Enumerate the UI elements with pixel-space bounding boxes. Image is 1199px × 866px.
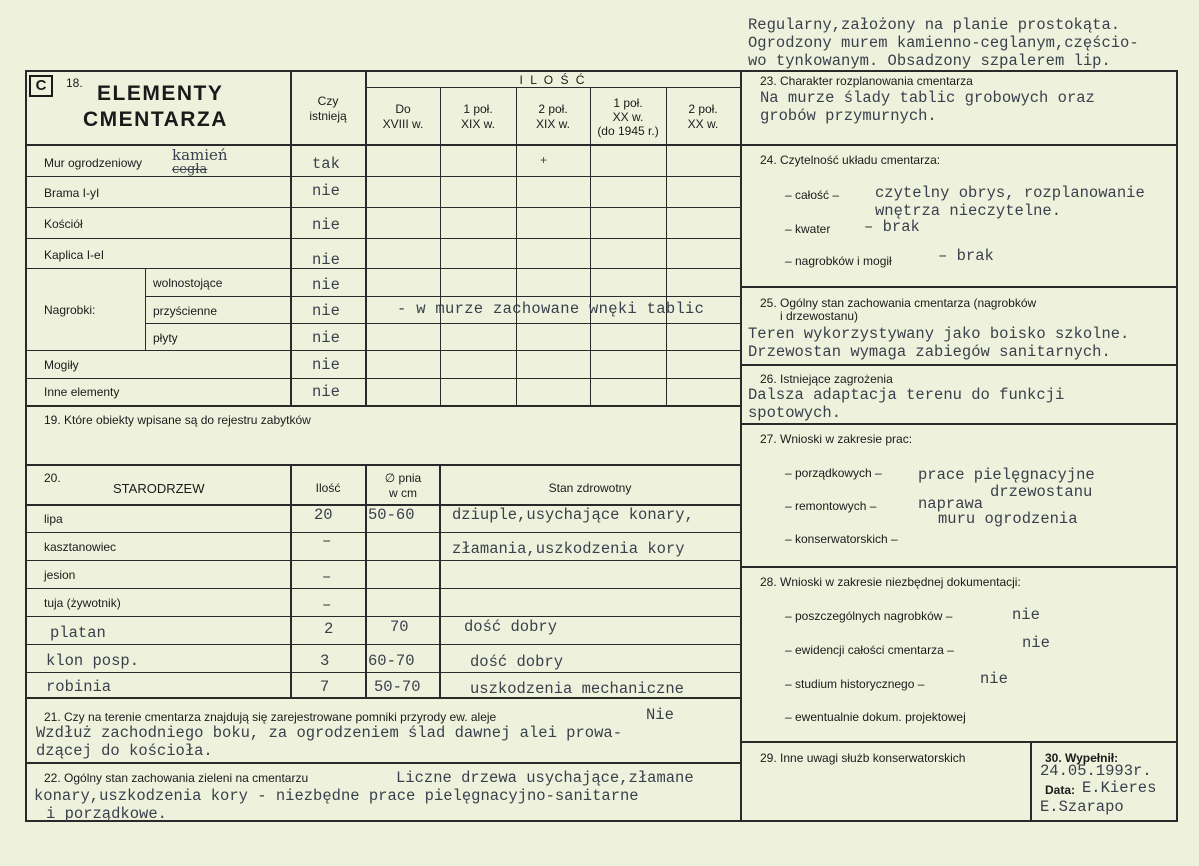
s26-label: 26. Istniejące zagrożenia — [760, 372, 893, 386]
col-2xix-1: 2 poł. — [538, 102, 568, 116]
s20-hline-6 — [25, 672, 740, 673]
col-2xix-2: XIX w. — [535, 117, 570, 131]
row-wolnostojace-exists: nie — [312, 276, 340, 294]
hline-r8 — [25, 378, 740, 379]
tree-qty-5: 2 — [324, 620, 334, 638]
hline-header-bottom — [25, 144, 740, 146]
s28-c-val: nie — [980, 670, 1008, 688]
s24-calosc-val1: czytelny obrys, rozplanowanie — [875, 184, 1145, 202]
s28-a-val: nie — [1012, 606, 1040, 624]
s23-label: 23. Charakter rozplanowania cmentarza — [760, 74, 973, 88]
s27-rem-val2: muru ogrodzenia — [938, 510, 1078, 528]
s25-line1: Teren wykorzystywany jako boisko szkolne. — [748, 325, 1130, 343]
s28-b-val: nie — [1022, 634, 1050, 652]
col-1xx-2: XX w. — [612, 110, 644, 124]
s30-label: 30. Wypełnił: — [1045, 751, 1119, 765]
tree-qty-3: – — [322, 568, 332, 586]
frame-top — [25, 70, 1178, 72]
s20-hline-3 — [25, 588, 740, 589]
hline-r2 — [25, 207, 740, 208]
col-czy-2: istnieją — [309, 109, 347, 123]
s22-line2: konary,uszkodzenia kory - niezbędne prace pielęgnacyjno-sanitarne — [34, 787, 639, 805]
tree-name-2: kasztanowiec — [44, 540, 117, 554]
s30-name1: E.Kieres — [1082, 779, 1157, 797]
s27-porz-val: prace pielęgnacyjne — [918, 466, 1095, 484]
s29-label: 29. Inne uwagi służb konserwatorskich — [760, 751, 966, 765]
tree-qty-1: 20 — [314, 506, 333, 524]
top-note-line2: Ogrodzony murem kamienno-ceglanym,częścio- — [748, 34, 1139, 52]
hline-s21-bottom — [25, 762, 740, 764]
vline-s30 — [1030, 741, 1032, 821]
row-inne-exists: nie — [312, 383, 340, 401]
s20-hline-1 — [25, 532, 740, 533]
tree-name-7: robinia — [46, 678, 112, 696]
s20-vline-2 — [365, 465, 367, 698]
row-brama-exists: nie — [312, 182, 340, 200]
s24-label: 24. Czytelność układu cmentarza: — [760, 153, 941, 167]
s20-vline-1 — [290, 465, 292, 698]
s27-rem-val: naprawa — [918, 495, 984, 513]
hline-s26-bottom — [740, 423, 1178, 425]
hline-s27-bottom — [740, 566, 1178, 568]
s20-hline-2 — [25, 560, 740, 561]
tree-dia-7: 50-70 — [374, 678, 421, 696]
s21-answer: Nie — [646, 706, 674, 724]
row-inne-label: Inne elementy — [44, 385, 120, 399]
s26-line1: Dalsza adaptacja terenu do funkcji — [748, 386, 1065, 404]
s21-line3: dzącej do kościoła. — [36, 742, 213, 760]
frame-right — [1176, 70, 1178, 822]
tree-qty-4: – — [322, 596, 332, 614]
row-mogily-exists: nie — [312, 356, 340, 374]
s20-col-pnia-1: ∅ pnia — [384, 471, 422, 485]
s30-name2: E.Szarapo — [1040, 798, 1124, 816]
s25-label1: 25. Ogólny stan zachowania cmentarza (nagrobków — [760, 296, 1037, 310]
tree-name-4: tuja (żywotnik) — [44, 596, 121, 610]
top-note-line3: wo tynkowanym. Obsadzony szpalerem lip. — [748, 52, 1111, 70]
col-1xix-2: XIX w. — [460, 117, 495, 131]
s20-title: STARODRZEW — [113, 481, 205, 496]
s20-num: 20. — [44, 471, 61, 485]
tree-dia-5: 70 — [390, 618, 409, 636]
tree-state-6: dość dobry — [470, 653, 564, 671]
s27-porz-label: – porządkowych – — [785, 466, 882, 480]
tree-qty-7: 7 — [320, 678, 330, 696]
s27-label: 27. Wnioski w zakresie prac: — [760, 432, 913, 446]
s28-label: 28. Wnioski w zakresie niezbędnej dokumentacji: — [760, 575, 1021, 589]
tree-dia-1: 50-60 — [368, 506, 415, 524]
hline-s19-bottom — [25, 464, 740, 466]
row-mur-hand1: kamień — [172, 146, 228, 164]
tree-qty-6: 3 — [320, 652, 330, 670]
s25-line2: Drzewostan wymaga zabiegów sanitarnych. — [748, 343, 1111, 361]
col-czy-1: Czy — [317, 94, 339, 108]
vline-c2 — [516, 88, 517, 406]
s20-col-stan: Stan zdrowotny — [548, 481, 632, 495]
tree-name-5: platan — [50, 624, 106, 642]
row-kaplica-label: Kaplica I-eI — [44, 248, 105, 262]
hline-r5 — [145, 296, 740, 297]
top-note-line1: Regularny,założony na planie prostokąta. — [748, 16, 1121, 34]
tree-dia-6: 60-70 — [368, 652, 415, 670]
hline-r4 — [25, 268, 740, 269]
s24-calosc-val2: wnętrza nieczytelne. — [875, 202, 1062, 220]
vline-nagrobki — [145, 268, 146, 350]
hline-r7 — [25, 350, 740, 351]
s30-date: 24.05.1993r. — [1040, 762, 1152, 780]
s21-line2: Wzdłuż zachodniego boku, za ogrodzeniem ślad dawnej alei prowa- — [36, 724, 622, 742]
vline-c4 — [666, 88, 667, 406]
s30-data-label: Data: — [1045, 783, 1076, 797]
row-mur-label: Mur ogrodzeniowy — [44, 156, 143, 170]
row-wolnostojace-label: wolnostojące — [153, 276, 223, 290]
col-2xx-1: 2 poł. — [688, 102, 718, 116]
s25-label2: i drzewostanu) — [780, 309, 859, 323]
row-przyscienne-note: - w murze zachowane wnęki tablic — [397, 300, 705, 318]
row-mur-mark: + — [540, 154, 548, 168]
s24-nagrobkow-label: – nagrobków i mogił — [785, 254, 892, 268]
s20-col-pnia-2: w cm — [389, 486, 417, 500]
hline-ilosc — [366, 87, 740, 88]
hline-r9 — [25, 405, 740, 407]
s28-a-label: – poszczególnych nagrobków – — [785, 609, 953, 623]
section-letter-box: C — [29, 75, 53, 97]
s22-label: 22. Ogólny stan zachowania zieleni na cmentarzu — [44, 771, 309, 785]
s24-calosc-label: – całość – — [785, 188, 840, 202]
s27-rem-label: – remontowych – — [785, 499, 877, 513]
s20-hline-4 — [25, 616, 740, 617]
row-kosciol-exists: nie — [312, 216, 340, 234]
s20-hline-5 — [25, 644, 740, 645]
s23-line1: Na murze ślady tablic grobowych oraz — [760, 89, 1095, 107]
row-plyty-exists: nie — [312, 329, 340, 347]
title-line2: CMENTARZA — [83, 108, 228, 131]
tree-state-7: uszkodzenia mechaniczne — [470, 680, 684, 698]
col-do-1: Do — [395, 102, 411, 116]
s24-kwater-label: – kwater — [785, 222, 831, 236]
col-2xx-2: XX w. — [687, 117, 719, 131]
row-plyty-label: płyty — [153, 331, 178, 345]
s28-b-label: – ewidencji całości cmentarza – — [785, 643, 954, 657]
hline-s23-bottom — [740, 144, 1178, 146]
tree-state-5: dość dobry — [464, 618, 558, 636]
row-kosciol-label: Kościół — [44, 217, 83, 231]
s20-vline-3 — [439, 465, 441, 698]
tree-state-2: złamania,uszkodzenia kory — [452, 540, 685, 558]
hline-s25-bottom — [740, 364, 1178, 366]
frame-left — [25, 70, 27, 822]
hline-r6 — [145, 323, 740, 324]
s27-kons-label: – konserwatorskich – — [785, 532, 898, 546]
s22-answer: Liczne drzewa usychające,złamane — [396, 769, 694, 787]
tree-name-3: jesion — [44, 568, 76, 582]
col-1xix-1: 1 poł. — [463, 102, 493, 116]
col-do-2: XVIII w. — [382, 117, 424, 131]
hline-r3 — [25, 238, 740, 239]
s23-line2: grobów przymurnych. — [760, 107, 937, 125]
row-mur-exists: tak — [312, 155, 340, 173]
title-line1: ELEMENTY — [97, 82, 224, 105]
section-18-num: 18. — [66, 76, 83, 90]
tree-name-6: klon posp. — [46, 652, 140, 670]
row-przyscienne-exists: nie — [312, 302, 340, 320]
row-mogily-label: Mogiły — [44, 358, 79, 372]
s20-col-ilosc: Ilość — [315, 481, 341, 495]
hline-r1 — [25, 176, 740, 177]
tree-qty-2: – — [322, 532, 332, 550]
frame-bottom — [25, 820, 1178, 822]
s19-label: 19. Które obiekty wpisane są do rejestru zabytków — [44, 413, 311, 427]
s26-line2: spotowych. — [748, 404, 842, 422]
s24-kwater-val: – brak — [864, 218, 920, 236]
s22-line3: i porządkowe. — [46, 805, 167, 823]
row-mur-hand2: cegła — [172, 162, 208, 177]
row-kaplica-exists: nie — [312, 251, 340, 269]
hline-s24-bottom — [740, 286, 1178, 288]
col-1xx-1: 1 poł. — [613, 96, 643, 110]
tree-state-1: dziuple,usychające konary, — [452, 506, 694, 524]
vline-c1 — [440, 88, 441, 406]
col-ilosc: I L O Ś Ć — [519, 73, 587, 87]
tree-name-1: lipa — [44, 512, 63, 526]
row-przyscienne-label: przyścienne — [153, 304, 218, 318]
s21-label: 21. Czy na terenie cmentarza znajdują się zarejestrowane pomniki przyrody ew. aleje — [44, 710, 497, 724]
col-1xx-3: (do 1945 r.) — [597, 124, 659, 138]
hline-s28-bottom — [740, 741, 1178, 743]
s28-c-label: – studium historycznego – — [785, 677, 925, 691]
row-brama-label: Brama I-yI — [44, 186, 100, 200]
frame-middle — [740, 70, 742, 822]
row-nagrobki-label: Nagrobki: — [44, 303, 96, 317]
s28-d-label: – ewentualnie dokum. projektowej — [785, 710, 966, 724]
s24-nagrobkow-val: – brak — [938, 247, 994, 265]
vline-c3 — [590, 88, 591, 406]
s27-porz-val2: drzewostanu — [990, 483, 1093, 501]
